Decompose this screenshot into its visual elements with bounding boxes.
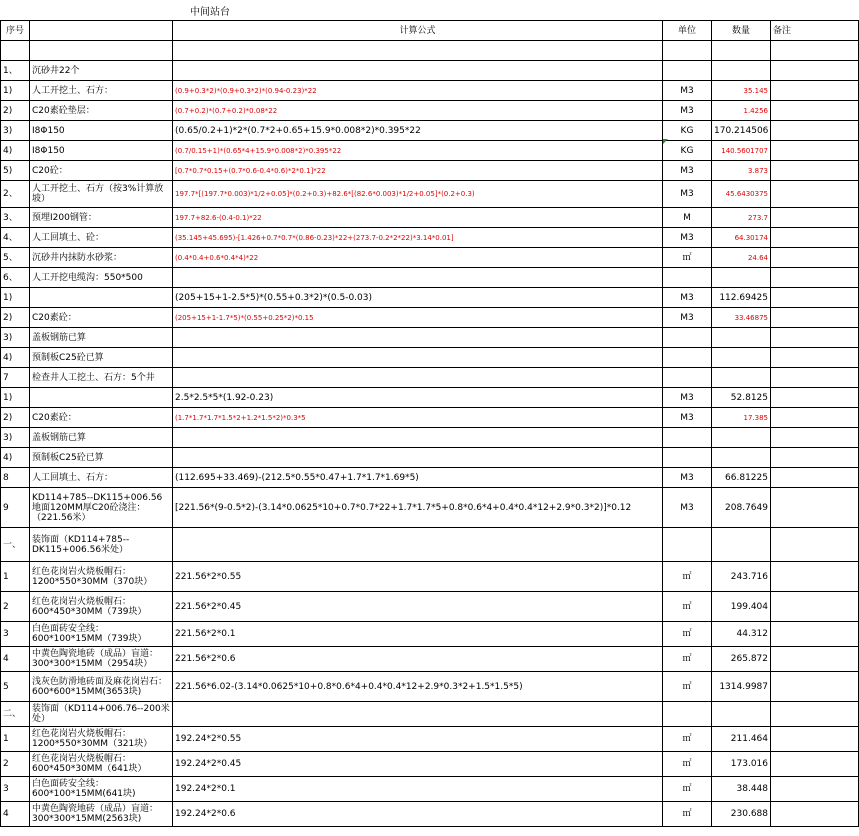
cell-description[interactable]: 人工开挖土、石方： [30,81,173,101]
cell-formula[interactable] [173,528,663,562]
table-row [1,121,859,141]
table-row [1,622,859,647]
cell-quantity[interactable]: 208.7649 [712,488,771,528]
cell-description[interactable]: C20素砼： [30,408,173,428]
cell-formula[interactable]: (0.65/0.2+1)*2*(0.7*2+0.65+15.9*0.008*2)*0.395*22 [173,121,663,141]
cell-quantity[interactable]: 44.312 [712,622,771,647]
table-row [1,81,859,101]
cell-remark[interactable] [771,468,859,488]
cell-remark[interactable] [771,528,859,562]
cell-unit[interactable] [663,428,712,448]
table-row [1,752,859,777]
cell-remark[interactable] [771,228,859,248]
cell-quantity[interactable] [712,702,771,727]
cell-quantity[interactable]: 3.873 [712,161,771,181]
comment-indicator-icon [663,139,668,144]
cell-description[interactable]: Ⅰ8Φ150 [30,141,173,161]
table-row [1,268,859,288]
cell-unit[interactable]: ㎡ [663,752,712,777]
table-row [1,488,859,528]
cell-no[interactable]: 2) [1,308,30,328]
cell-remark[interactable] [771,448,859,468]
cell-no[interactable]: 1) [1,288,30,308]
cell-description[interactable]: 人工回填土、石方： [30,468,173,488]
cell-quantity[interactable] [712,368,771,388]
cell-remark[interactable] [771,121,859,141]
cell-unit[interactable]: M3 [663,81,712,101]
cell-formula[interactable]: (1.7*1.7*1.7*1.5*2+1.2*1.5*2)*0.3*5 [173,408,663,428]
cell-remark[interactable] [771,802,859,827]
cell-no[interactable]: 二、 [1,702,30,727]
cell-unit[interactable]: M3 [663,408,712,428]
cell-no[interactable]: 3) [1,328,30,348]
cell-quantity[interactable]: 24.64 [712,248,771,268]
cell-no[interactable]: 2、 [1,181,30,208]
cell-no[interactable]: 9 [1,488,30,528]
header-remark[interactable]: 备注 [771,21,859,41]
cell-no[interactable]: 4 [1,802,30,827]
cell-quantity[interactable]: 112.69425 [712,288,771,308]
cell-unit[interactable]: ㎡ [663,647,712,672]
cell-remark[interactable] [771,101,859,121]
cell-unit[interactable]: M3 [663,308,712,328]
cell-description[interactable]: 装饰面（KD114+785--DK115+006.56米处） [30,528,173,562]
cell-no[interactable]: 2 [1,752,30,777]
table-row [1,528,859,562]
cell-remark[interactable] [771,562,859,592]
table-row [1,428,859,448]
cell-no[interactable]: 2) [1,101,30,121]
cell-description[interactable]: 盖板钢筋已算 [30,328,173,348]
cell-no[interactable]: 1 [1,562,30,592]
table-row [1,308,859,328]
cell-unit[interactable]: ㎡ [663,672,712,702]
header-qty[interactable]: 数量 [712,21,771,41]
table-row [1,702,859,727]
cell-no[interactable]: 3 [1,777,30,802]
cell-quantity[interactable]: 52.8125 [712,388,771,408]
cell-remark[interactable] [771,268,859,288]
cell-formula[interactable]: 197.7*[(197.7*0.003)*1/2+0.05]*(0.2+0.3)+82.6*[(82.6*0.003)*1/2+0.05]*(0.2+0.3) [173,181,663,208]
cell-no[interactable]: 3、 [1,208,30,228]
cell-formula[interactable] [173,41,663,61]
cell-no[interactable]: 1 [1,727,30,752]
cell-formula[interactable] [173,428,663,448]
cell-remark[interactable] [771,592,859,622]
cell-description[interactable]: 预制板C25砼已算 [30,348,173,368]
cell-formula[interactable]: (0.4*0.4+0.6*0.4*4)*22 [173,248,663,268]
cell-quantity[interactable]: 1314.9987 [712,672,771,702]
table-row [1,727,859,752]
cell-remark[interactable] [771,348,859,368]
cell-no[interactable]: 5、 [1,248,30,268]
cell-remark[interactable] [771,647,859,672]
cell-quantity[interactable] [712,61,771,81]
table-row [1,288,859,308]
cell-formula[interactable] [173,702,663,727]
cell-formula[interactable] [173,368,663,388]
header-desc[interactable] [30,21,173,41]
cell-no[interactable]: 5 [1,672,30,702]
table-row [1,368,859,388]
table-row [1,672,859,702]
cell-unit[interactable]: ㎡ [663,777,712,802]
cell-remark[interactable] [771,672,859,702]
cell-formula[interactable]: 221.56*2*0.55 [173,562,663,592]
cell-remark[interactable] [771,622,859,647]
cell-description[interactable]: 沉砂井22个 [30,61,173,81]
cell-formula[interactable] [173,348,663,368]
cell-formula[interactable]: (0.9+0.3*2)*(0.9+0.3*2)*(0.94-0.23)*22 [173,81,663,101]
table-row [1,248,859,268]
table-row [1,61,859,81]
cell-description[interactable]: 人工开挖电缆沟：550*500 [30,268,173,288]
cell-quantity[interactable]: 38.448 [712,777,771,802]
cell-quantity[interactable]: 265.872 [712,647,771,672]
cell-description[interactable]: 人工回填土、砼： [30,228,173,248]
cell-no[interactable]: 2 [1,592,30,622]
cell-quantity[interactable]: 66.81225 [712,468,771,488]
cell-remark[interactable] [771,488,859,528]
cell-quantity[interactable] [712,328,771,348]
cell-no[interactable] [1,41,30,61]
cell-remark[interactable] [771,208,859,228]
cell-description[interactable]: Ⅰ8Φ150 [30,121,173,141]
table-row [1,141,859,161]
cell-unit[interactable]: M3 [663,288,712,308]
cell-unit[interactable] [663,702,712,727]
cell-unit[interactable]: ㎡ [663,727,712,752]
cell-formula[interactable]: 221.56*2*0.45 [173,592,663,622]
cell-unit[interactable] [663,268,712,288]
cell-unit[interactable]: ㎡ [663,562,712,592]
cell-unit[interactable]: KG [663,121,712,141]
cell-formula[interactable]: 221.56*2*0.1 [173,622,663,647]
table-row [1,228,859,248]
cell-remark[interactable] [771,727,859,752]
cell-unit[interactable]: M3 [663,488,712,528]
cell-no[interactable]: 一、 [1,528,30,562]
cell-quantity[interactable]: 173.016 [712,752,771,777]
cell-formula[interactable]: (112.695+33.469)-(212.5*0.55*0.47+1.7*1.7*1.69*5) [173,468,663,488]
cell-quantity[interactable]: 211.464 [712,727,771,752]
cell-unit[interactable] [663,528,712,562]
table-row [1,562,859,592]
cell-description[interactable]: C20砼： [30,161,173,181]
cell-formula[interactable]: (0.7/0.15+1)*(0.65*4+15.9*0.008*2)*0.395*22 [173,141,663,161]
cell-no[interactable]: 3) [1,121,30,141]
cell-description[interactable]: 红色花岗岩火烧板帽石：1200*550*30MM（321块） [30,727,173,752]
cell-unit[interactable]: ㎡ [663,248,712,268]
cell-unit[interactable]: ㎡ [663,592,712,622]
cell-no[interactable]: 1、 [1,61,30,81]
table-row [1,408,859,428]
table-row [1,388,859,408]
table-row [1,208,859,228]
cell-formula[interactable]: (205+15+1-2.5*5)*(0.55+0.3*2)*(0.5-0.03) [173,288,663,308]
header-row [1,21,859,41]
cell-no[interactable]: 3) [1,428,30,448]
cell-unit[interactable]: KG [663,141,712,161]
cell-unit[interactable]: ㎡ [663,802,712,827]
cell-remark[interactable] [771,288,859,308]
table-row [1,41,859,61]
cell-description[interactable]: 红色花岗岩火烧板帽石：1200*550*30MM（370块） [30,562,173,592]
cell-description[interactable] [30,41,173,61]
cell-description[interactable]: 中黄色陶瓷地砖（成品）盲道：300*300*15MM(2563块) [30,802,173,827]
header-unit[interactable]: 单位 [663,21,712,41]
cell-quantity[interactable] [712,528,771,562]
cell-description[interactable]: 预制板C25砼已算 [30,448,173,468]
cell-formula[interactable]: (205+15+1-1.7*5)*(0.55+0.25*2)*0.15 [173,308,663,328]
table-row [1,448,859,468]
cell-unit[interactable] [663,41,712,61]
cell-formula[interactable]: (35.145+45.695)-[1.426+0.7*0.7*(0.86-0.23)*22+(273.7-0.2*2*22)*3.14*0.01] [173,228,663,248]
table-row [1,468,859,488]
table-row [1,647,859,672]
cell-quantity[interactable] [712,41,771,61]
cell-quantity[interactable]: 199.404 [712,592,771,622]
cell-no[interactable]: 7 [1,368,30,388]
cell-quantity[interactable] [712,268,771,288]
cell-formula[interactable]: 221.56*6.02-(3.14*0.0625*10+0.8*0.6*4+0.4*0.4*12+2.9*0.3*2+1.5*1.5*5) [173,672,663,702]
header-no[interactable]: 序号 [1,21,30,41]
cell-quantity[interactable]: 35.145 [712,81,771,101]
cell-no[interactable]: 1) [1,81,30,101]
cell-description[interactable]: 装饰面（KD114+006.76--200米处） [30,702,173,727]
cell-unit[interactable]: M3 [663,161,712,181]
cell-formula[interactable]: 221.56*2*0.6 [173,647,663,672]
cell-quantity[interactable]: 243.716 [712,562,771,592]
cell-description[interactable]: 中黄色陶瓷地砖（成品）盲道：300*300*15MM（2954块） [30,647,173,672]
cell-description[interactable]: 红色花岗岩火烧板帽石：600*450*30MM（641块） [30,752,173,777]
cell-unit[interactable]: M3 [663,468,712,488]
cell-remark[interactable] [771,248,859,268]
cell-remark[interactable] [771,61,859,81]
table-row [1,328,859,348]
sheet-title: 中间站台 [190,7,230,18]
cell-formula[interactable]: [0.7*0.7*0.15+(0.7*0.6-0.4*0.6)*2*0.1]*22 [173,161,663,181]
cell-no[interactable]: 4、 [1,228,30,248]
cell-unit[interactable]: M3 [663,101,712,121]
cell-description[interactable]: 沉砂井内抹防水砂浆： [30,248,173,268]
cell-remark[interactable] [771,41,859,61]
cell-quantity[interactable]: 230.688 [712,802,771,827]
cell-no[interactable]: 4) [1,448,30,468]
table-row [1,101,859,121]
cell-quantity[interactable] [712,428,771,448]
cell-remark[interactable] [771,408,859,428]
cell-formula[interactable] [173,448,663,468]
cell-formula[interactable]: (0.7+0.2)*(0.7+0.2)*0.08*22 [173,101,663,121]
cell-quantity[interactable]: 64.30174 [712,228,771,248]
cell-no[interactable]: 2) [1,408,30,428]
cell-remark[interactable] [771,181,859,208]
cell-unit[interactable] [663,61,712,81]
cell-formula[interactable] [173,61,663,81]
cell-formula[interactable]: 192.24*2*0.55 [173,727,663,752]
cell-no[interactable]: 6、 [1,268,30,288]
cell-remark[interactable] [771,141,859,161]
cell-remark[interactable] [771,777,859,802]
table-row [1,777,859,802]
cell-description[interactable]: C20素砼： [30,308,173,328]
cell-unit[interactable] [663,328,712,348]
cell-description[interactable]: 浅灰色防滑地砖面及麻花岗岩石：600*600*15MM(3653块) [30,672,173,702]
cell-no[interactable]: 5) [1,161,30,181]
cell-description[interactable]: 白色面砖安全线：600*100*15MM（739块） [30,622,173,647]
cell-quantity[interactable]: 33.46875 [712,308,771,328]
cell-description[interactable]: 白色面砖安全线：600*100*15MM(641块) [30,777,173,802]
cell-remark[interactable] [771,428,859,448]
cell-unit[interactable] [663,348,712,368]
cell-remark[interactable] [771,328,859,348]
cell-description[interactable]: 预埋Ⅰ200钢管： [30,208,173,228]
cell-unit[interactable] [663,448,712,468]
cell-quantity[interactable]: 1.4256 [712,101,771,121]
cell-remark[interactable] [771,368,859,388]
cell-no[interactable]: 4) [1,141,30,161]
cell-unit[interactable]: M3 [663,388,712,408]
table-row [1,592,859,622]
table-row [1,348,859,368]
cell-no[interactable]: 1) [1,388,30,408]
cell-unit[interactable]: ㎡ [663,622,712,647]
cell-quantity[interactable]: 17.385 [712,408,771,428]
cell-remark[interactable] [771,752,859,777]
cell-remark[interactable] [771,388,859,408]
cell-quantity[interactable]: 45.6430375 [712,181,771,208]
cell-formula[interactable] [173,328,663,348]
cell-description[interactable]: 盖板钢筋已算 [30,428,173,448]
table-row [1,181,859,208]
calculation-table [0,20,859,827]
cell-formula[interactable] [173,268,663,288]
cell-description[interactable]: 人工开挖土、石方（按3%计算放坡） [30,181,173,208]
cell-remark[interactable] [771,308,859,328]
cell-description[interactable] [30,288,173,308]
cell-unit[interactable]: M3 [663,181,712,208]
cell-quantity[interactable]: 140.5601707 [712,141,771,161]
cell-remark[interactable] [771,702,859,727]
table-row [1,161,859,181]
cell-remark[interactable] [771,161,859,181]
cell-description[interactable]: C20素砼垫层： [30,101,173,121]
cell-formula[interactable]: 192.24*2*0.45 [173,752,663,777]
cell-unit[interactable]: M3 [663,228,712,248]
cell-no[interactable]: 4 [1,647,30,672]
header-formula[interactable]: 计算公式 [173,21,663,41]
cell-quantity[interactable]: 170.214506 [712,121,771,141]
cell-remark[interactable] [771,81,859,101]
cell-unit[interactable] [663,368,712,388]
cell-formula[interactable]: 192.24*2*0.6 [173,802,663,827]
cell-description[interactable]: KD114+785--DK115+006.56地面120MM厚C20砼浇注：（221.56米） [30,488,173,528]
cell-no[interactable]: 8 [1,468,30,488]
cell-formula[interactable]: 197.7+82.6-(0.4-0.1)*22 [173,208,663,228]
cell-quantity[interactable] [712,448,771,468]
cell-no[interactable]: 4) [1,348,30,368]
table-row [1,802,859,827]
cell-formula[interactable]: 2.5*2.5*5*(1.92-0.23) [173,388,663,408]
cell-description[interactable]: 检查井人工挖土、石方：5个井 [30,368,173,388]
cell-quantity[interactable] [712,348,771,368]
cell-description[interactable]: 红色花岗岩火烧板帽石：600*450*30MM（739块） [30,592,173,622]
cell-unit[interactable]: M [663,208,712,228]
cell-formula[interactable]: [221.56*(9-0.5*2)-(3.14*0.0625*10+0.7*0.7*22+1.7*1.7*5+0.8*0.6*4+0.4*0.4*12+2.9*0.3*2)]*0.12 [173,488,663,528]
cell-quantity[interactable]: 273.7 [712,208,771,228]
cell-formula[interactable]: 192.24*2*0.1 [173,777,663,802]
cell-description[interactable] [30,388,173,408]
cell-no[interactable]: 3 [1,622,30,647]
